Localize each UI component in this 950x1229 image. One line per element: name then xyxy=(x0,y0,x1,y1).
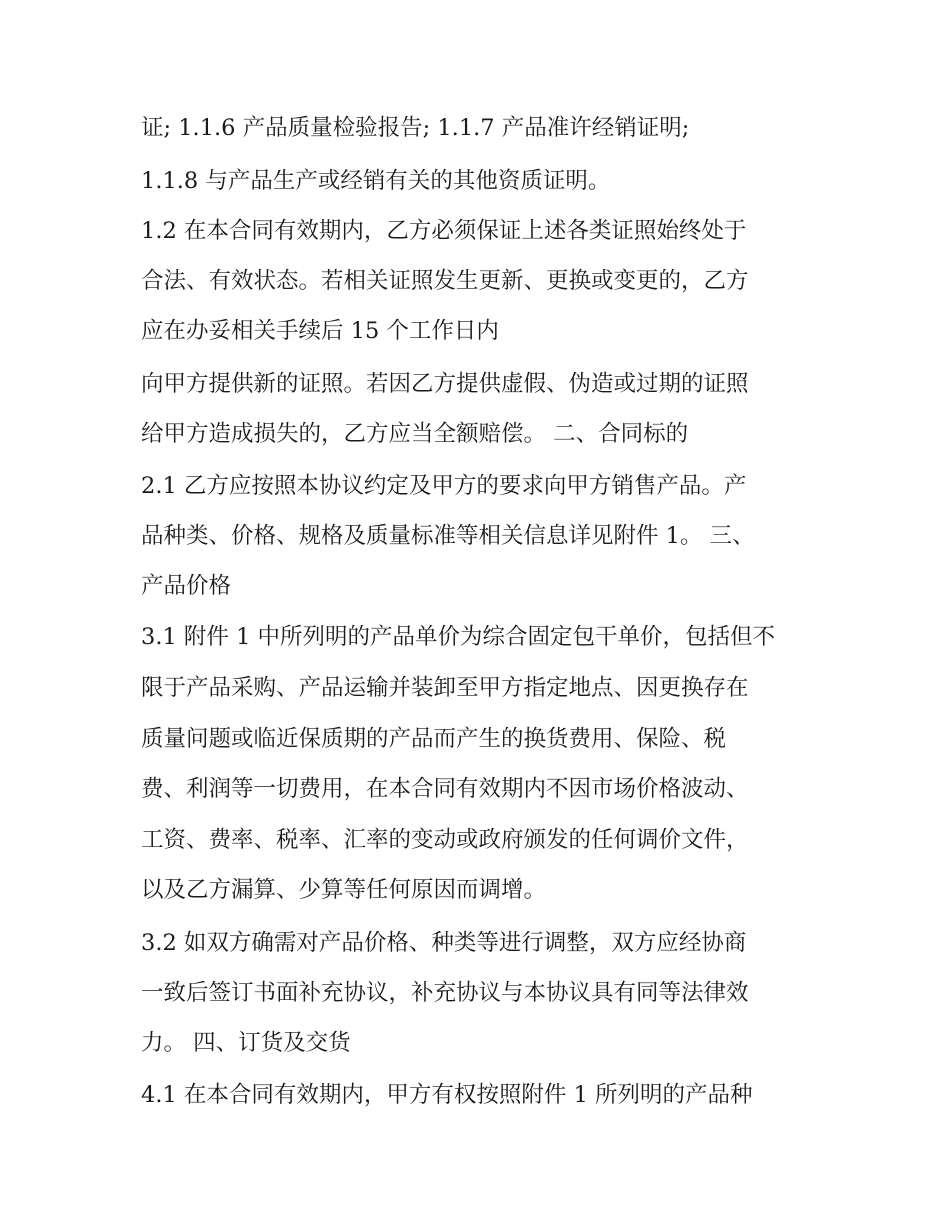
text-line: 产品价格 xyxy=(141,573,232,599)
text-line: 工资、费率、税率、汇率的变动或政府颁发的任何调价文件， xyxy=(141,827,749,853)
text-line: 一致后签订书面补充协议，补充协议与本协议具有同等法律效 xyxy=(141,980,749,1006)
text-line: 1.1.8 与产品生产或经销有关的其他资质证明。 xyxy=(141,168,611,194)
text-line: 3.1 附件 1 中所列明的产品单价为综合固定包干单价，包括但不 xyxy=(141,624,776,650)
text-line: 给甲方造成损失的，乙方应当全额赔偿。 二、合同标的 xyxy=(141,421,689,447)
text-line: 4.1 在本合同有效期内，甲方有权按照附件 1 所列明的产品种 xyxy=(141,1082,753,1108)
text-line: 质量问题或临近保质期的产品而产生的换货费用、保险、税 xyxy=(141,726,727,752)
text-line: 限于产品采购、产品运输并装卸至甲方指定地点、因更换存在 xyxy=(141,675,749,701)
text-line: 力。 四、订货及交货 xyxy=(141,1030,351,1056)
text-line: 应在办妥相关手续后 15 个工作日内 xyxy=(141,318,499,344)
text-line: 合法、有效状态。若相关证照发生更新、更换或变更的，乙方 xyxy=(141,268,749,294)
text-line: 证; 1.1.6 产品质量检验报告; 1.1.7 产品准许经销证明; xyxy=(141,115,690,141)
text-line: 费、利润等一切费用，在本合同有效期内不因市场价格波动、 xyxy=(141,776,749,802)
text-line: 以及乙方漏算、少算等任何原因而调增。 xyxy=(141,877,547,903)
text-line: 3.2 如双方确需对产品价格、种类等进行调整，双方应经协商 xyxy=(141,930,747,956)
text-line: 2.1 乙方应按照本协议约定及甲方的要求向甲方销售产品。产 xyxy=(141,473,747,499)
text-line: 品种类、价格、规格及质量标准等相关信息详见附件 1。 三、 xyxy=(141,523,755,549)
text-line: 1.2 在本合同有效期内，乙方必须保证上述各类证照始终处于 xyxy=(141,218,747,244)
text-line: 向甲方提供新的证照。若因乙方提供虚假、伪造或过期的证照 xyxy=(141,371,749,397)
